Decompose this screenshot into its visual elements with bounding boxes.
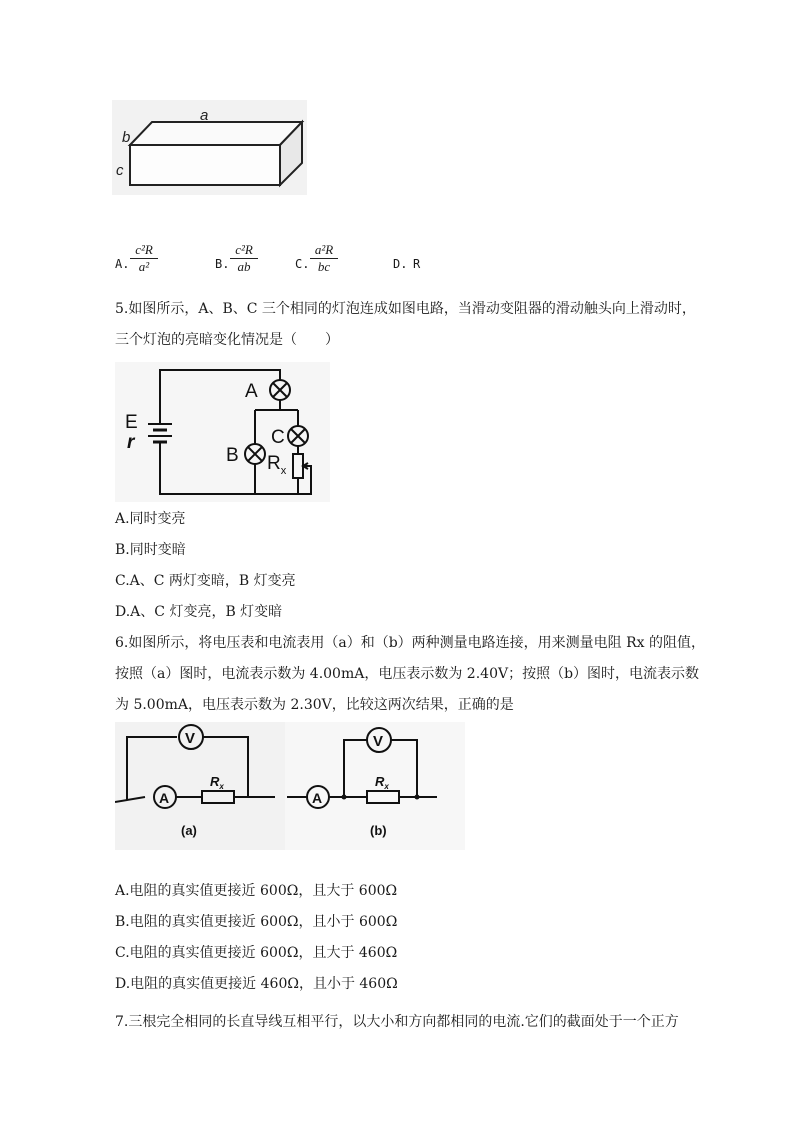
q4-option-b-numerator: c²R [230,242,258,259]
q4-option-b-letter[interactable]: B. [215,257,230,271]
q5-label-A: A [245,381,258,402]
q4-option-b-denominator: ab [237,259,251,274]
q5-stem-line2: 三个灯泡的亮暗变化情况是（ ） [115,332,339,348]
q7-stem-line1: 7.三根完全相同的长直导线互相平行，以大小和方向都相同的电流.它们的截面处于一个正方 [115,1014,679,1030]
q4-option-a-fraction [130,242,158,275]
block-label-b: b [122,129,131,146]
q6-stem-line3: 为 5.00mA，电压表示数为 2.30V，比较这两次结果，正确的是 [115,697,514,713]
q6b-resistor-main: R [375,774,385,789]
block-figure [112,100,307,195]
q4-option-c-letter[interactable]: C. [295,257,310,271]
q6-option-c[interactable]: C.电阻的真实值更接近 600Ω，且大于 460Ω [115,945,398,961]
q4-option-d-letter[interactable]: D. [393,257,408,271]
q6-stem-line2: 按照（a）图时，电流表示数为 4.00mA，电压表示数为 2.40V；按照（b）图时，电流表示数 [115,666,700,682]
q5-label-B: B [226,445,239,466]
q6a-resistor-main: R [210,774,220,789]
q5-label-E: E [125,412,138,433]
q6a-voltmeter-label: V [185,730,196,747]
q5-option-d[interactable]: D.A、C 灯变亮，B 灯变暗 [115,604,283,620]
q4-option-c-numerator: a²R [310,242,338,259]
q5-label-Rx-main: R [267,453,281,474]
q4-option-a-letter[interactable]: A. [115,257,130,271]
q6-option-d[interactable]: D.电阻的真实值更接近 460Ω，且小于 460Ω [115,976,398,992]
q6b-voltmeter-label: V [373,733,384,750]
q5-option-a[interactable]: A.同时变亮 [115,511,186,527]
q4-option-c-denominator: bc [317,259,331,274]
q4-option-d-text: R [413,257,421,271]
q6a-resistor-sub: x [219,782,224,791]
q6a-caption: (a) [181,823,197,838]
q5-label-C: C [271,427,285,448]
block-label-c: c [116,162,124,179]
q5-stem-line1: 5.如图所示，A、B、C 三个相同的灯泡连成如图电路，当滑动变阻器的滑动触头向上滑动时， [115,301,696,317]
q6-circuit-figure [115,722,465,850]
q6-stem-line1: 6.如图所示，将电压表和电流表用（a）和（b）两种测量电路连接，用来测量电阻 Rx 的阻值， [115,635,706,651]
q5-option-b[interactable]: B.同时变暗 [115,542,186,558]
q6-option-b[interactable]: B.电阻的真实值更接近 600Ω，且小于 600Ω [115,914,398,930]
q6-option-a[interactable]: A.电阻的真实值更接近 600Ω，且大于 600Ω [115,883,398,899]
q5-circuit-figure [115,362,330,502]
q4-option-c-fraction [310,242,338,275]
q4-option-a-denominator: a² [138,259,150,274]
q5-label-r: r [127,432,135,453]
q6a-ammeter-label: A [159,790,170,806]
q6b-resistor-sub: x [384,782,389,791]
block-label-a: a [200,107,209,124]
q6b-caption: (b) [370,823,387,838]
q5-option-c[interactable]: C.A、C 两灯变暗，B 灯变亮 [115,573,296,589]
q5-label-Rx-sub: x [280,465,287,477]
q4-option-b-fraction [230,242,258,275]
q4-option-a-numerator: c²R [130,242,158,259]
q6b-ammeter-label: A [312,790,323,806]
